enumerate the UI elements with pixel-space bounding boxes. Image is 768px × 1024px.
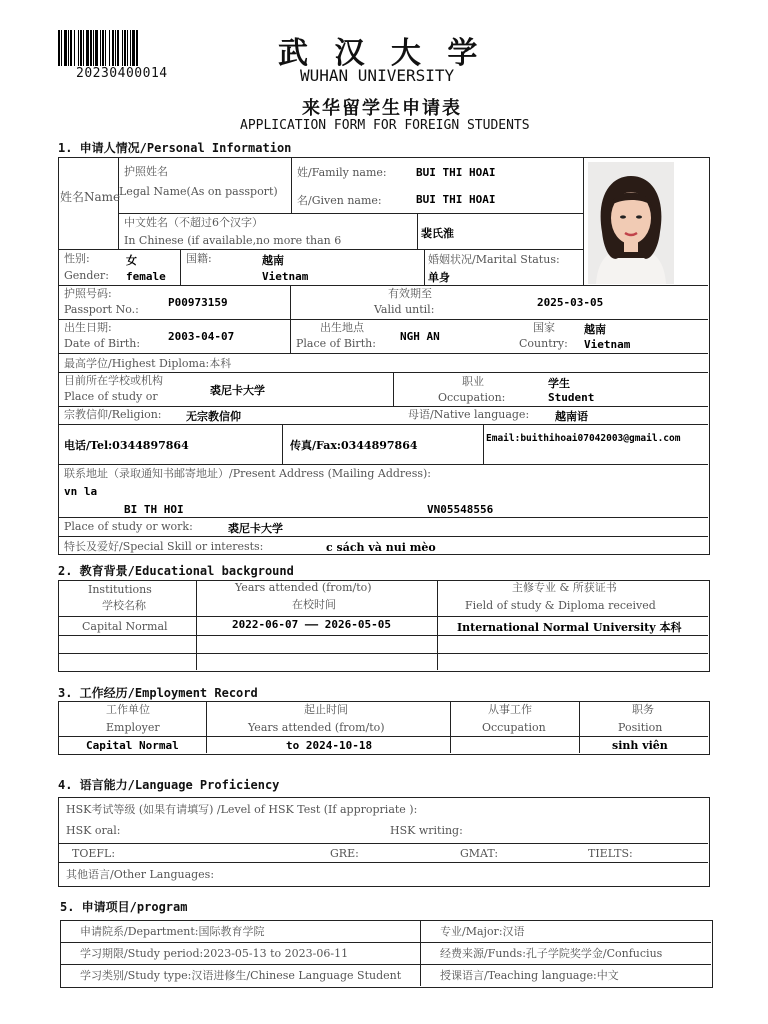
occupation-value-en: Student bbox=[548, 391, 595, 404]
university-name-en: WUHAN UNIVERSITY bbox=[300, 66, 455, 85]
special-skill-value: c sách và nui mèo bbox=[326, 541, 436, 554]
edu-col-years-en: Years attended (from/to) bbox=[235, 581, 372, 594]
valid-until-label-en: Valid until: bbox=[374, 303, 435, 316]
current-school-label-en: Place of study or bbox=[64, 390, 158, 403]
name-label: 姓名Name bbox=[60, 190, 121, 204]
hsk-oral-label: HSK oral: bbox=[66, 824, 121, 837]
dob-label-cn: 出生日期: bbox=[64, 321, 112, 334]
funds-field: 经费来源/Funds:孔子学院奖学金/Confucius bbox=[440, 947, 663, 960]
occupation-label-cn: 职业 bbox=[462, 375, 484, 388]
gre-label: GRE: bbox=[330, 847, 359, 860]
barcode-number: 20230400014 bbox=[76, 66, 168, 81]
department-field: 申请院系/Department:国际教育学院 bbox=[80, 925, 265, 938]
pob-label-en: Place of Birth: bbox=[296, 337, 376, 350]
emp-col-occupation-en: Occupation bbox=[482, 721, 546, 734]
dob-label-en: Date of Birth: bbox=[64, 337, 141, 350]
edu-row1-field: International Normal University 本科 bbox=[457, 621, 682, 634]
applicant-photo bbox=[588, 162, 674, 284]
current-school-value: 裘尼卡大学 bbox=[210, 384, 265, 397]
current-school-label-cn: 目前所在学校或机构 bbox=[64, 374, 163, 387]
family-name-label: 姓/Family name: bbox=[297, 166, 387, 179]
gender-label-en: Gender: bbox=[64, 269, 109, 282]
address-label: 联系地址（录取通知书邮寄地址）/Present Address (Mailing Address): bbox=[64, 467, 431, 480]
form-title-en: APPLICATION FORM FOR FOREIGN STUDENTS bbox=[240, 118, 530, 133]
section1-title: 1. 申请人情况/Personal Information bbox=[58, 141, 292, 155]
major-field: 专业/Major:汉语 bbox=[440, 925, 525, 938]
passport-no-label-en: Passport No.: bbox=[64, 303, 139, 316]
gender-value-en: female bbox=[126, 270, 166, 283]
marital-status-value: 单身 bbox=[428, 271, 450, 284]
valid-until-value: 2025-03-05 bbox=[537, 296, 604, 309]
edu-col-field-cn: 主修专业 & 所获证书 bbox=[512, 581, 617, 594]
emp-row1-years: to 2024-10-18 bbox=[286, 739, 373, 752]
pob-value: NGH AN bbox=[400, 330, 440, 343]
chinese-name-label-en: In Chinese (if available,no more than 6 bbox=[124, 234, 342, 247]
address-postal-code: VN05548556 bbox=[427, 503, 494, 516]
family-name-value: BUI THI HOAI bbox=[416, 166, 496, 179]
emp-col-position-en: Position bbox=[618, 721, 663, 734]
gender-value-cn: 女 bbox=[126, 254, 137, 267]
edu-col-field-en: Field of study & Diploma received bbox=[465, 599, 656, 612]
given-name-label: 名/Given name: bbox=[297, 194, 382, 207]
country-value-en: Vietnam bbox=[584, 338, 631, 351]
other-languages-label: 其他语言/Other Languages: bbox=[66, 868, 215, 881]
country-value-cn: 越南 bbox=[584, 323, 606, 336]
dob-value: 2003-04-07 bbox=[168, 330, 235, 343]
special-skill-label: 特长及爱好/Special Skill or interests: bbox=[64, 540, 264, 553]
country-label-en: Country: bbox=[519, 337, 568, 350]
passport-name-label-en: Legal Name(As on passport) bbox=[119, 185, 278, 198]
gmat-label: GMAT: bbox=[460, 847, 499, 860]
email-value: Email:buithihoai07042003@gmail.com bbox=[486, 433, 681, 444]
emp-row1-position: sinh viên bbox=[612, 739, 668, 752]
section3-title: 3. 工作经历/Employment Record bbox=[58, 686, 258, 700]
teaching-language-field: 授课语言/Teaching language:中文 bbox=[440, 969, 619, 982]
native-language-label: 母语/Native language: bbox=[408, 408, 530, 421]
toefl-label: TOEFL: bbox=[72, 847, 116, 860]
emp-col-occupation-cn: 从事工作 bbox=[488, 703, 532, 716]
emp-col-employer-cn: 工作单位 bbox=[106, 703, 150, 716]
valid-until-label-cn: 有效期至 bbox=[388, 287, 432, 300]
study-type-field: 学习类别/Study type:汉语进修生/Chinese Language Student bbox=[80, 969, 402, 982]
address-line1: vn la bbox=[64, 485, 98, 498]
edu-col-years-cn: 在校时间 bbox=[292, 598, 336, 611]
form-title-cn: 来华留学生申请表 bbox=[302, 98, 462, 119]
highest-diploma: 最高学位/Highest Diploma:本科 bbox=[64, 357, 232, 370]
section5-title: 5. 申请项目/program bbox=[60, 900, 188, 914]
passport-no-label-cn: 护照号码: bbox=[64, 287, 112, 300]
country-label-cn: 国家 bbox=[533, 321, 555, 334]
emp-col-years-en: Years attended (from/to) bbox=[248, 721, 385, 734]
gender-label-cn: 性别: bbox=[64, 252, 90, 265]
edu-col-institution-en: Institutions bbox=[88, 583, 152, 596]
given-name-value: BUI THI HOAI bbox=[416, 193, 496, 206]
religion-value: 无宗教信仰 bbox=[186, 410, 241, 423]
place-of-study-value: 裘尼卡大学 bbox=[228, 522, 283, 535]
nationality-value-en: Vietnam bbox=[262, 270, 309, 283]
pob-label-cn: 出生地点 bbox=[320, 321, 364, 334]
hsk-level-label: HSK考试等级 (如果有请填写) /Level of HSK Test (If appropriate ): bbox=[66, 803, 418, 816]
emp-col-employer-en: Employer bbox=[106, 721, 160, 734]
study-period-field: 学习期限/Study period:2023-05-13 to 2023-06-11 bbox=[80, 947, 349, 960]
occupation-label-en: Occupation: bbox=[438, 391, 506, 404]
section4-title: 4. 语言能力/Language Proficiency bbox=[58, 778, 280, 792]
hsk-writing-label: HSK writing: bbox=[390, 824, 463, 837]
chinese-name-value: 裴氏淮 bbox=[421, 227, 454, 240]
place-of-study-label: Place of study or work: bbox=[64, 520, 193, 533]
passport-name-label-cn: 护照姓名 bbox=[124, 165, 168, 178]
university-name-cn: 武 汉 大 学 bbox=[278, 36, 486, 71]
emp-col-position-cn: 职务 bbox=[632, 703, 654, 716]
address-line2: BI TH HOI bbox=[124, 503, 184, 516]
edu-row1-years: 2022-06-07 —— 2026-05-05 bbox=[232, 618, 391, 631]
tel-value: 电话/Tel:0344897864 bbox=[64, 439, 189, 452]
fax-value: 传真/Fax:0344897864 bbox=[290, 439, 418, 452]
marital-status-label: 婚姻状况/Marital Status: bbox=[428, 253, 560, 266]
tielts-label: TIELTS: bbox=[588, 847, 633, 860]
emp-col-years-cn: 起止时间 bbox=[304, 703, 348, 716]
edu-row1-institution: Capital Normal bbox=[82, 620, 168, 633]
nationality-label: 国籍: bbox=[186, 252, 212, 265]
barcode bbox=[58, 30, 204, 66]
nationality-value-cn: 越南 bbox=[262, 254, 284, 267]
religion-label: 宗教信仰/Religion: bbox=[64, 408, 162, 421]
native-language-value: 越南语 bbox=[555, 410, 588, 423]
section2-title: 2. 教育背景/Educational background bbox=[58, 564, 294, 578]
occupation-value-cn: 学生 bbox=[548, 377, 570, 390]
emp-row1-employer: Capital Normal bbox=[86, 739, 179, 752]
passport-no-value: P00973159 bbox=[168, 296, 228, 309]
edu-col-institution-cn: 学校名称 bbox=[102, 599, 146, 612]
chinese-name-label-cn: 中文姓名（不超过6个汉字） bbox=[124, 216, 263, 229]
